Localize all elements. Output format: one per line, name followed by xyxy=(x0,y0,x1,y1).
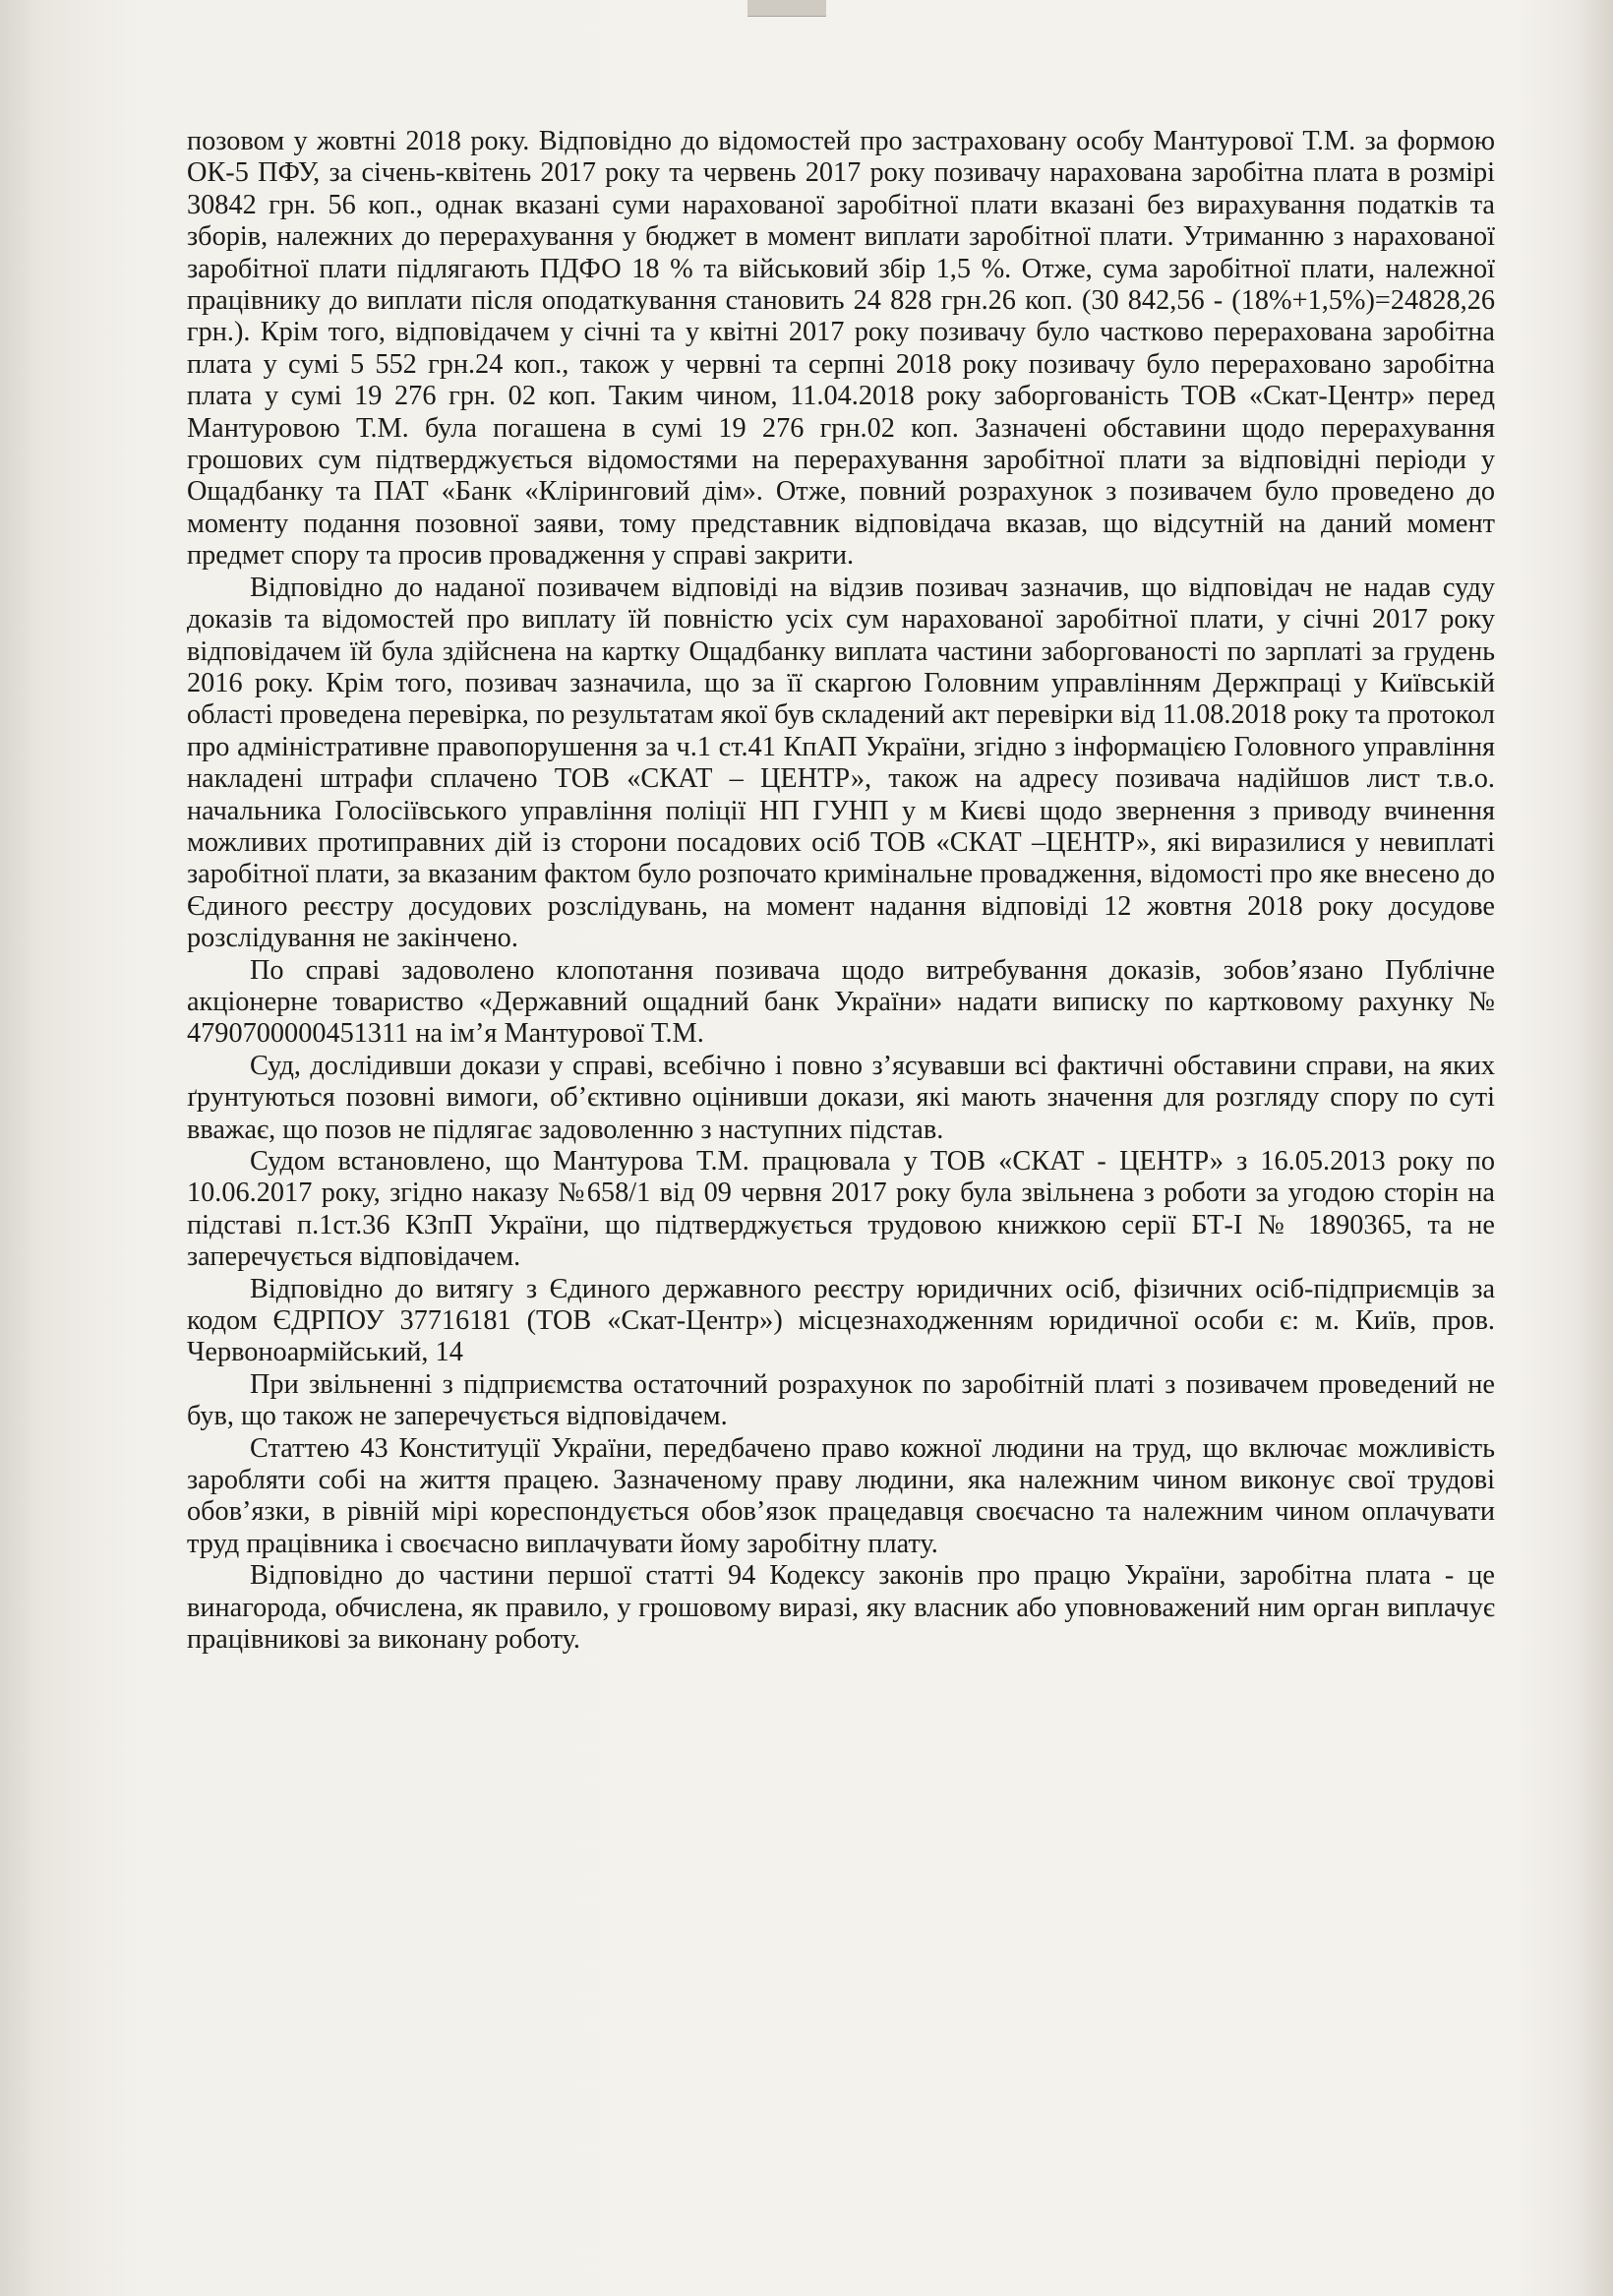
paragraph-6: Відповідно до витягу з Єдиного державного реєстру юридичних осіб, фізичних осіб-підприємців за кодом ЄДРПОУ 37716181 (ТОВ «Скат-Центр») місцезнаходженням юридичної особи є: м. Київ, пров. Червоноармійський, 14 xyxy=(187,1273,1495,1368)
paragraph-3: По справі задоволено клопотання позивача щодо витребування доказів, зобов’язано Публічне акціонерне товариство «Державний ощадний банк України» надати виписку по картковому рахунку № 4790700000451311 на ім’я Мантурової Т.М. xyxy=(187,954,1495,1050)
paragraph-4: Суд, дослідивши докази у справі, всебічно і повно з’ясувавши всі фактичні обставини справи, на яких ґрунтуються позовні вимоги, об’єктивно оцінивши докази, які мають значення для розгляду спору по суті вважає, що позов не підлягає задоволенню з наступних підстав. xyxy=(187,1050,1495,1145)
paragraph-8: Статтею 43 Конституції України, передбачено право кожної людини на труд, що включає можливість заробляти собі на життя працею. Зазначеному праву людини, яка належним чином виконує свої трудові обов’язки, в рівній мірі кореспондується обов’язок працедавця своєчасно та належним чином оплачувати труд працівника і своєчасно виплачувати йому заробітну плату. xyxy=(187,1432,1495,1559)
paragraph-5: Судом встановлено, що Мантурова Т.М. працювала у ТОВ «СКАТ - ЦЕНТР» з 16.05.2013 року по 10.06.2017 року, згідно наказу №658/1 від 09 червня 2017 року була звільнена з роботи за угодою сторін на підставі п.1ст.36 КЗпП України, що підтверджується трудовою книжкою серії БТ-І № 1890365, та не заперечується відповідачем. xyxy=(187,1146,1495,1273)
binder-clip-mark xyxy=(747,0,826,17)
paragraph-9: Відповідно до частини першої статті 94 Кодексу законів про працю України, заробітна плата - це винагорода, обчислена, як правило, у грошовому виразі, яку власник або уповноважений ним орган виплачує працівникові за виконану роботу. xyxy=(187,1560,1495,1656)
document-body xyxy=(187,126,1495,1657)
paragraph-7: При звільненні з підприємства остаточний розрахунок по заробітній платі з позивачем проведений не був, що також не заперечується відповідачем. xyxy=(187,1368,1495,1432)
paragraph-2: Відповідно до наданої позивачем відповіді на відзив позивач зазначив, що відповідач не надав суду доказів та відомостей про виплату їй повністю усіх сум нарахованої заробітної плати, у січні 2017 року відповідачем їй була здійснена на картку Ощадбанку виплата частини заборгованості по зарплаті за грудень 2016 року. Крім того, позивач зазначила, що за її скаргою Головним управлінням Держпраці у Київській області проведена перевірка, по результатам якої був складений акт перевірки від 11.08.2018 року та протокол про адміністративне правопорушення за ч.1 ст.41 КпАП України, згідно з інформацією Головного управління накладені штрафи сплачено ТОВ «СКАТ – ЦЕНТР», також на адресу позивача надійшов лист т.в.о. начальника Голосіївського управління поліції НП ГУНП у м Києві щодо звернення з приводу вчинення можливих протиправних дій із сторони посадових осіб ТОВ «СКАТ –ЦЕНТР», які виразилися у невиплаті заробітної плати, за вказаним фактом було розпочато кримінальне провадження, відомості про яке внесено до Єдиного реєстру досудових розслідувань, на момент надання відповіді 12 жовтня 2018 року досудове розслідування не закінчено. xyxy=(187,572,1495,954)
paragraph-1: позовом у жовтні 2018 року. Відповідно до відомостей про застраховану особу Мантурової Т.М. за формою ОК-5 ПФУ, за січень-квітень 2017 року та червень 2017 року позивачу нарахована заробітна плата в розмірі 30842 грн. 56 коп., однак вказані суми нарахованої заробітної плати вказані без вирахування податків та зборів, належних до перерахування у бюджет в момент виплати заробітної плати. Утриманню з нарахованої заробітної плати підлягають ПДФО 18 % та військовий збір 1,5 %. Отже, сума заробітної плати, належної працівнику до виплати після оподаткування становить 24 828 грн.26 коп. (30 842,56 - (18%+1,5%)=24828,26 грн.). Крім того, відповідачем у січні та у квітні 2017 року позивачу було частково перерахована заробітна плата у сумі 5 552 грн.24 коп., також у червні та серпні 2018 року позивачу було перераховано заробітна плата у сумі 19 276 грн. 02 коп. Таким чином, 11.04.2018 року заборгованість ТОВ «Скат-Центр» перед Мантуровою Т.М. була погашена в сумі 19 276 грн.02 коп. Зазначені обставини щодо перерахування грошових сум підтверджується відомостями на перерахування заробітної плати за відповідні періоди у Ощадбанку та ПАТ «Банк «Кліринговий дім». Отже, повний розрахунок з позивачем було проведено до моменту подання позовної заяви, тому представник відповідача вказав, що відсутній на даний момент предмет спору та просив провадження у справі закрити. xyxy=(187,126,1495,572)
